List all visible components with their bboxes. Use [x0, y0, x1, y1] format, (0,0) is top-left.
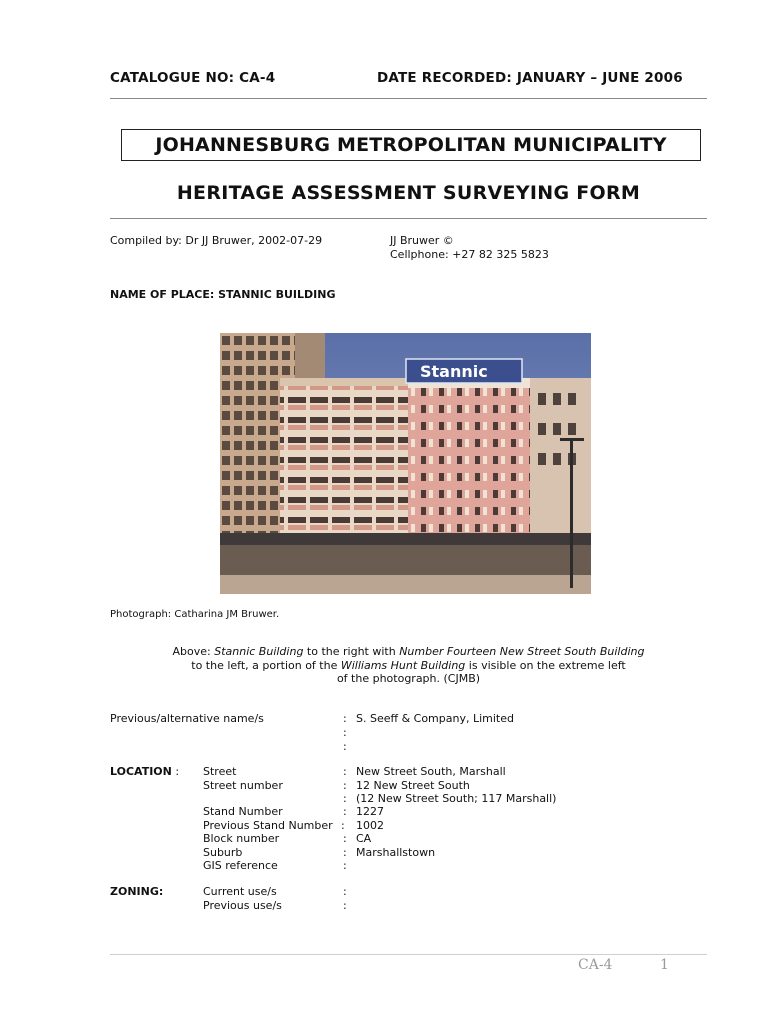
location-colon: :: [343, 779, 347, 792]
location-value: 1227: [356, 805, 384, 818]
location-label: Previous Stand Number: [203, 819, 333, 832]
name-of-place: NAME OF PLACE: STANNIC BUILDING: [110, 288, 336, 301]
location-colon: :: [343, 859, 347, 872]
location-value: Marshallstown: [356, 846, 436, 859]
header-rule: [110, 98, 707, 99]
location-label: Street number: [203, 779, 283, 792]
location-label: Suburb: [203, 846, 243, 859]
location-value: 12 New Street South: [356, 779, 470, 792]
zoning-colon: :: [343, 885, 347, 898]
location-value: (12 New Street South; 117 Marshall): [356, 792, 557, 805]
zoning-label: Previous use/s: [203, 899, 282, 912]
location-label: Street: [203, 765, 237, 778]
page-number: 1: [660, 957, 669, 973]
previous-names-colon: :: [343, 726, 347, 739]
location-value: New Street South, Marshall: [356, 765, 506, 778]
compiler-name: JJ Bruwer ©: [390, 234, 454, 247]
location-label: Stand Number: [203, 805, 283, 818]
location-value: 1002: [356, 819, 384, 832]
location-label: Block number: [203, 832, 280, 845]
location-colon: :: [343, 765, 347, 778]
location-colon: :: [343, 846, 347, 859]
location-colon: :: [341, 819, 345, 832]
compiled-by: Compiled by: Dr JJ Bruwer, 2002-07-29: [110, 234, 323, 247]
page-title: JOHANNESBURG METROPOLITAN MUNICIPALITY: [121, 129, 701, 161]
catalogue-number: CATALOGUE NO: CA-4: [110, 70, 276, 86]
location-label: GIS reference: [203, 859, 278, 872]
location-heading: LOCATION :: [110, 765, 180, 778]
location-colon: :: [343, 832, 347, 845]
previous-names-label: Previous/alternative name/s: [110, 712, 264, 725]
form-subtitle: HERITAGE ASSESSMENT SURVEYING FORM: [176, 182, 641, 204]
previous-name-value: S. Seeff & Company, Limited: [356, 712, 514, 725]
building-photograph: [220, 333, 591, 594]
compiler-phone: Cellphone: +27 82 325 5823: [390, 248, 549, 261]
footer-catalogue-code: CA-4: [578, 957, 613, 973]
photo-caption: Above: Stannic Building to the right with Number Fourteen New Street South Building to the left, a portion of the Williams Hunt Building is visible on the extreme left of the photograph. (CJMB): [172, 645, 645, 685]
location-colon: :: [343, 792, 347, 805]
date-recorded: DATE RECORDED: JANUARY – JUNE 2006: [377, 70, 683, 86]
footer-rule: [110, 954, 707, 955]
title-rule: [110, 218, 707, 219]
location-value: CA: [356, 832, 372, 845]
location-colon: :: [343, 805, 347, 818]
zoning-heading: ZONING:: [110, 885, 164, 898]
zoning-colon: :: [343, 899, 347, 912]
previous-names-colon: :: [343, 740, 347, 753]
stannic-sign-text: Stannic: [420, 362, 488, 381]
previous-names-colon: :: [343, 712, 347, 725]
zoning-label: Current use/s: [203, 885, 277, 898]
photo-credit: Photograph: Catharina JM Bruwer.: [110, 609, 280, 620]
